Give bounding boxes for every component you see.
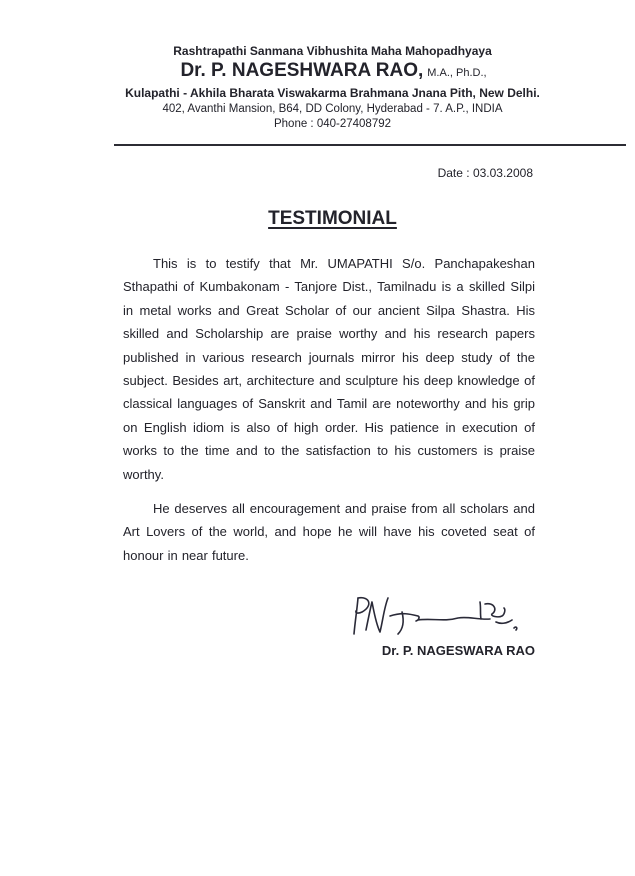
honorific-title: Rashtrapathi Sanmana Vibhushita Maha Mahopadhyaya	[173, 44, 492, 58]
letterhead	[0, 44, 635, 130]
author-qualifications: M.A., Ph.D.,	[427, 67, 487, 79]
date-value: 03.03.2008	[472, 166, 533, 180]
date-label: Date :	[437, 166, 473, 180]
handwritten-signature	[340, 590, 540, 642]
date-line	[438, 166, 533, 180]
body-paragraph-1: This is to testify that Mr. UMAPATHI S/o. Panchapakeshan Sthapathi of Kumbakonam - Tanjore Dist., Tamilnadu is a skilled Silpi in metal works and Great Scholar of our ancient Silpa Shastra. His skilled and Scholarship are praise worthy and his research papers published in various research journals mirror his deep study of the subject. Besides art, architecture and sculpture his deep knowledge of classical languages of Sanskrit and Tamil are noteworthy and his grip on English idiom is also of high order. His patience in execution of works to the time and to the satisfaction to his customers is praise worthy.	[123, 256, 535, 482]
signatory-name: Dr. P. NAGESWARA RAO	[381, 643, 535, 658]
author-phone: Phone : 040-27408792	[273, 118, 392, 130]
heading-text: TESTIMONIAL	[268, 208, 397, 229]
body-paragraph-2: He deserves all encouragement and praise from all scholars and Art Lovers of the world, and hope he will have his coveted seat of honour in near future.	[123, 501, 535, 563]
document-heading	[0, 208, 635, 230]
author-name: Dr. P. NAGESHWARA RAO,	[180, 60, 424, 81]
author-position: Kulapathi - Akhila Bharata Viswakarma Brahmana Jnana Pith, New Delhi.	[125, 86, 540, 100]
letterhead-divider	[114, 144, 626, 146]
author-address: 402, Avanthi Mansion, B64, DD Colony, Hyderabad - 7. A.P., INDIA	[162, 103, 503, 115]
letterhead-name-line	[32, 60, 635, 82]
testimonial-body	[123, 252, 535, 567]
